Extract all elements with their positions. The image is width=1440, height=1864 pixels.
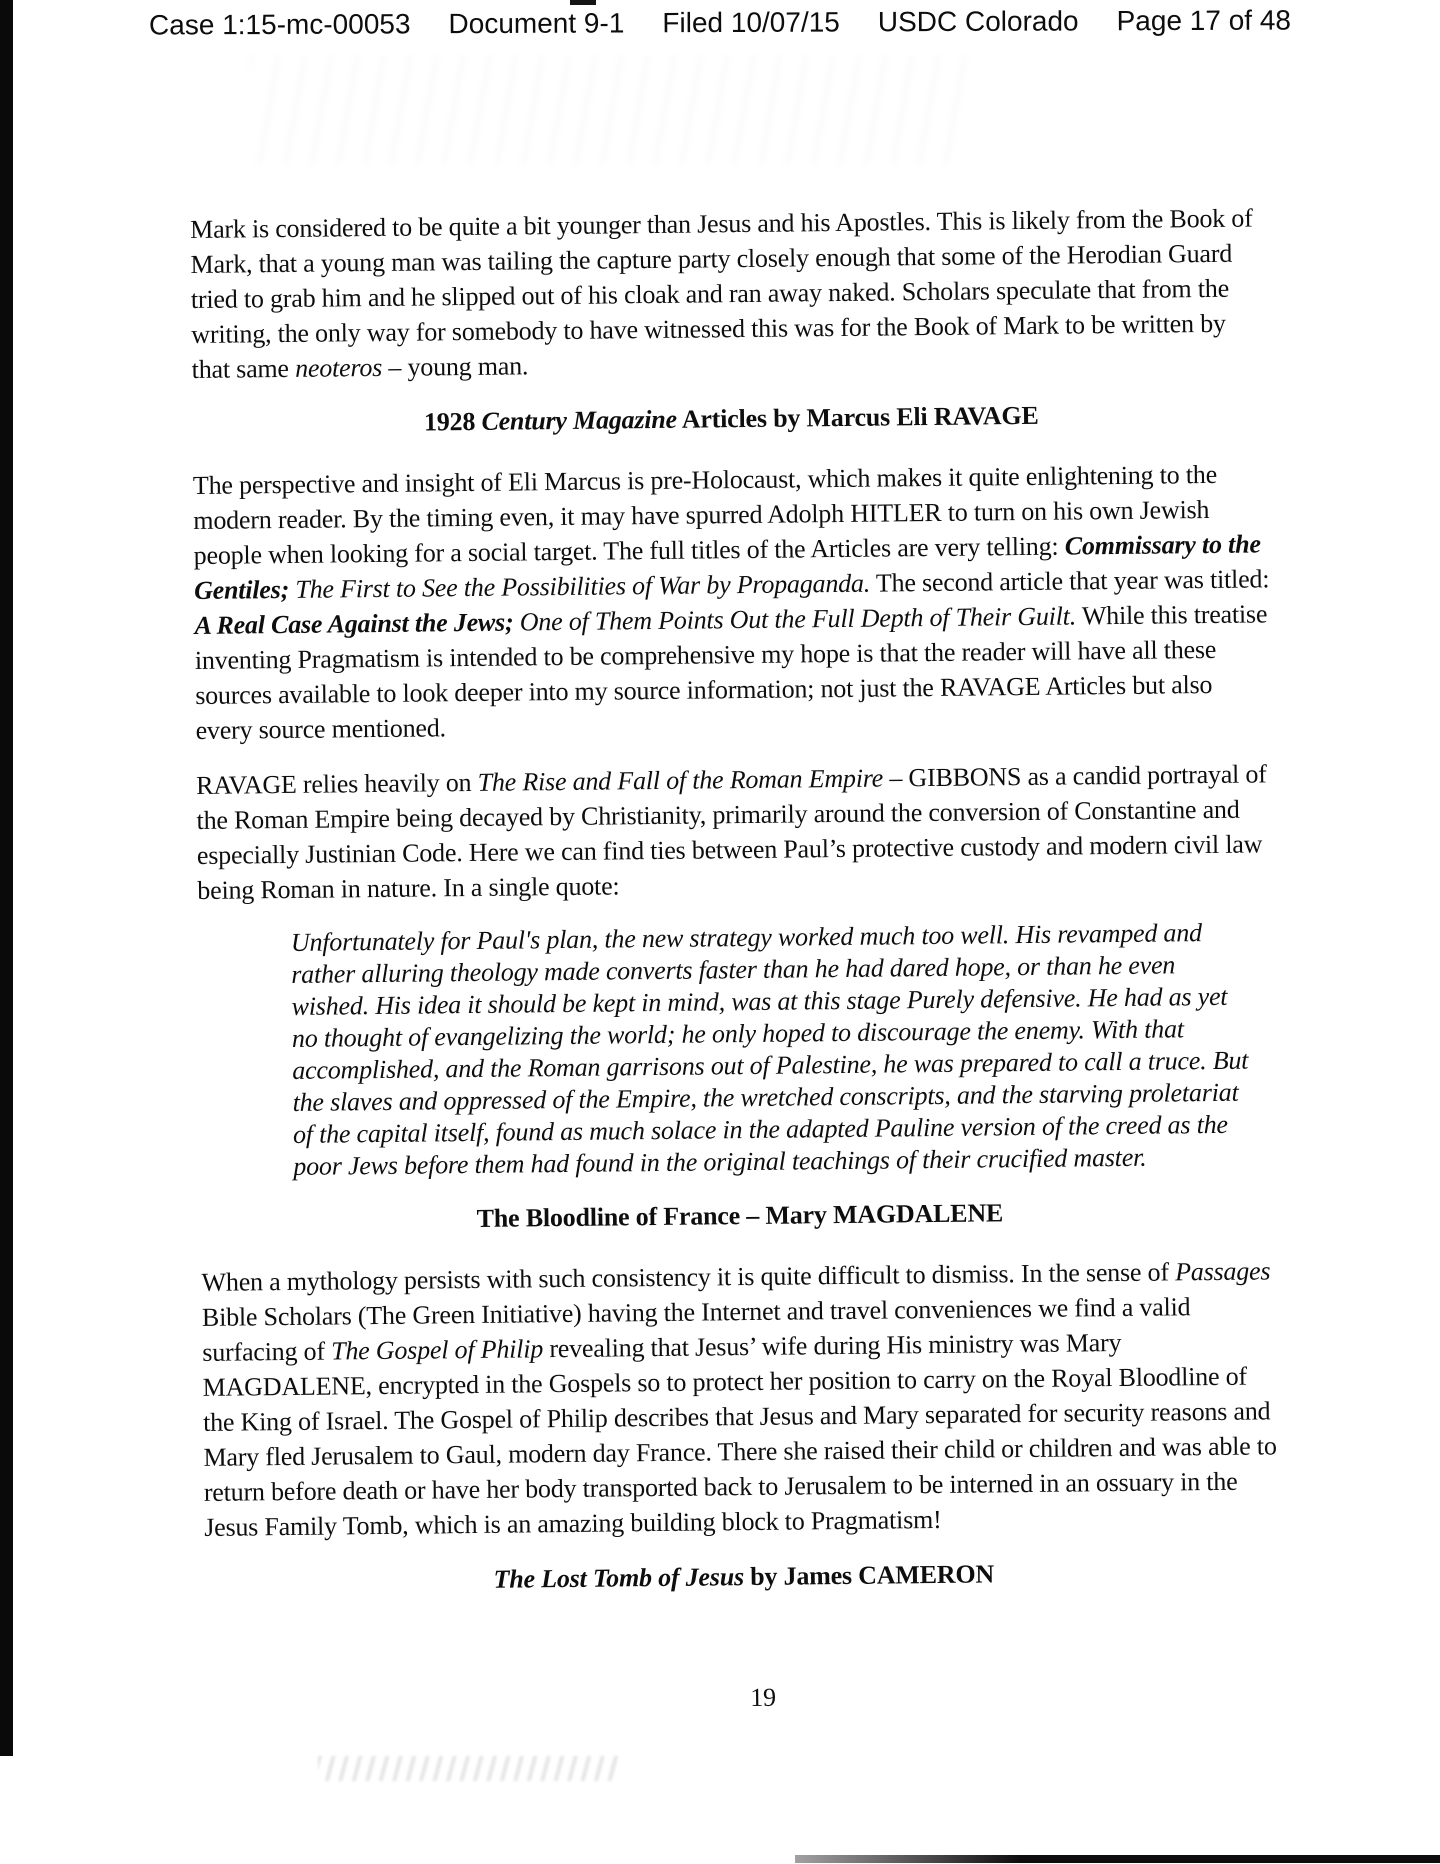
page-number: 19 <box>750 1682 777 1713</box>
scan-edge-bar <box>0 0 13 1756</box>
section-heading-lost-tomb: The Lost Tomb of Jesus by James CAMERON <box>493 1559 995 1594</box>
court-name: USDC Colorado <box>877 5 1079 38</box>
document-number: Document 9-1 <box>448 7 625 40</box>
block-quote-paul: Unfortunately for Paul's plan, the new strategy worked much too well. His revamped and rather alluring theology made converts faster than he had dared hope, or than he even wished. His idea it should be kept in mind, was at this stage Purely defensive. He had as yet no thought of evangelizing the world; he only hoped to discourage the enemy. With that accomplished, and the Roman garrisons out of Palestine, he was prepared to call a truce. But the slaves and oppressed of the Empire, the wretched conscripts, and the starving proletariat of the capital itself, found as much solace in the adapted Pauline version of the creed as the poor Jews before them had found in the original teachings of their crucified master. <box>290 918 1249 1181</box>
document-page <box>190 200 1284 1721</box>
scan-artifact-bottom <box>795 1855 1440 1863</box>
paragraph-gibbons: RAVAGE relies heavily on The Rise and Fall of the Roman Empire – GIBBONS as a candid portrayal of the Roman Empire being decayed by Christianity, primarily around the conversion of Constantine and especially Justinian Code. Here we can find ties between Paul’s protective custody and modern civil law being Roman in nature. In a single quote: <box>196 759 1267 905</box>
case-number: Case 1:15-mc-00053 <box>148 8 411 41</box>
filed-date: Filed 10/07/15 <box>662 6 840 39</box>
paragraph-ravage-articles: The perspective and insight of Eli Marcus is pre-Holocaust, which makes it quite enlightening to the modern reader. By the timing even, it may have spurred Adolph HITLER to turn on his own Jewish people when looking for a social target. The full titles of the Articles are very telling: Commissary to the Gentiles; The First to See the Possibilities of War by Propaganda. The second article that year was titled: A Real Case Against the Jews; One of Them Points Out the Full Depth of Their Guilt. While this treatise inventing Pragmatism is intended to be comprehensive my hope is that the reader will have all these sources available to look deeper into my source information; not just the RAVAGE Articles but also every source mentioned. <box>192 459 1270 745</box>
section-heading-bloodline: The Bloodline of France – Mary MAGDALENE <box>476 1198 1004 1233</box>
page-indicator: Page 17 of 48 <box>1116 4 1292 37</box>
scan-noise <box>250 55 970 165</box>
paragraph-magdalene: When a mythology persists with such consistency it is quite difficult to dismiss. In the sense of Passages Bible Scholars (The Green Initiative) having the Internet and travel conveniences we find a valid surfacing of The Gospel of Philip revealing that Jesus’ wife during His ministry was Mary MAGDALENE, encrypted in the Gospels so to protect her position to carry on the Royal Bloodline of the King of Israel. The Gospel of Philip describes that Jesus and Mary separated for security reasons and Mary fled Jerusalem to Gaul, modern day France. There she raised their child or children and was able to return before death or have her body transported back to Jerusalem to be interned in an ossuary in the Jesus Family Tomb, which is an amazing building block to Pragmatism! <box>201 1256 1277 1542</box>
scan-noise-footer <box>318 1756 618 1781</box>
section-heading-ravage: 1928 Century Magazine Articles by Marcus Eli RAVAGE <box>423 400 1039 437</box>
scan-artifact-top <box>570 0 596 5</box>
paragraph-mark: Mark is considered to be quite a bit younger than Jesus and his Apostles. This is likely from the Book of Mark, that a young man was tailing the capture party closely enough that some of the Herodian Guard tried to grab him and he slipped out of his cloak and ran away naked. Scholars speculate that from the writing, the only way for somebody to have witnessed this was for the Book of Mark to be written by that same neoteros – young man. <box>190 203 1253 384</box>
court-filing-stamp <box>0 4 1440 42</box>
